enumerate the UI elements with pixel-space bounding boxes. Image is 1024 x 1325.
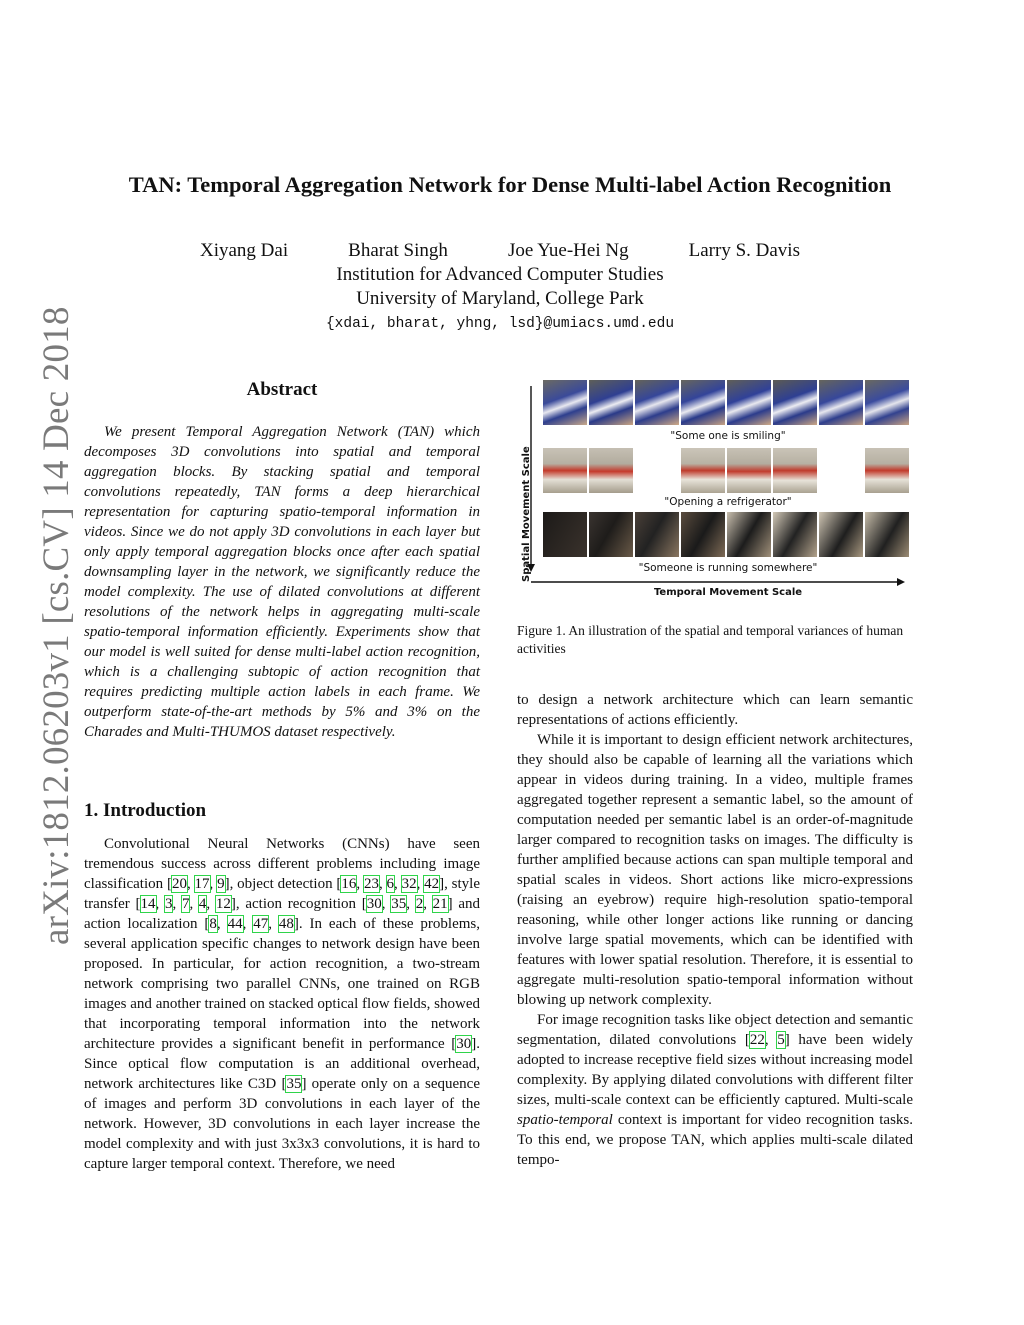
video-frame — [635, 512, 679, 557]
author-name: Joe Yue-Hei Ng — [507, 240, 629, 261]
citation-link[interactable]: 35 — [286, 1076, 302, 1092]
citation-link[interactable]: 30 — [456, 1036, 472, 1052]
video-frame — [589, 448, 633, 493]
citation-link[interactable]: 6 — [386, 876, 394, 892]
citation-link[interactable]: 47 — [253, 916, 269, 932]
citation-link[interactable]: 9 — [217, 876, 225, 892]
row-label: "Opening a refrigerator" — [664, 496, 792, 508]
citation-link[interactable]: 30 — [366, 896, 382, 912]
video-frame — [727, 512, 771, 557]
frame-strip-refrigerator — [543, 448, 913, 493]
row-label: "Someone is running somewhere" — [638, 562, 818, 574]
author-list — [200, 240, 800, 262]
video-frame — [773, 380, 817, 425]
citation-link[interactable]: 8 — [209, 916, 217, 932]
citation-link[interactable]: 32 — [401, 876, 417, 892]
figure-1 — [517, 372, 913, 604]
row-label: "Some one is smiling" — [670, 430, 786, 442]
paper-title: TAN: Temporal Aggregation Network for Dense Multi-label Action Recognition — [128, 172, 892, 197]
video-frame — [819, 380, 863, 425]
citation-link[interactable]: 44 — [227, 916, 243, 932]
video-frame — [635, 448, 679, 493]
citation-link[interactable]: 14 — [140, 896, 156, 912]
citation-link[interactable]: 20 — [171, 876, 187, 892]
frame-strip-running — [543, 512, 913, 557]
video-frame — [773, 512, 817, 557]
abstract-heading: Abstract — [246, 379, 318, 400]
abstract-text: We present Temporal Aggregation Network (TAN) which decomposes 3D convolutions into spatial and temporal aggregation blocks. By stacking spatial and temporal convolutions repeatedly, TAN forms a deep hierarchical representation for capturing spatio-temporal information in videos. Since we do not apply 3D convolutions in each layer but only apply temporal aggregation blocks once after each spatial downsampling layer in the network, we significantly reduce the model complexity. The use of dilated convolutions at different resolutions of the network helps in aggregating multi-scale spatio-temporal information efficiently. Experiments show that our model is well suited for dense multi-label action recognition, which is a challenging subtopic of action recognition that requires predicting multiple action labels in each frame. We outperform state-of-the-art methods by 5% and 3% on the Charades and Multi-THUMOS dataset respectively. — [84, 424, 480, 740]
citation-link[interactable]: 3 — [164, 896, 173, 912]
video-frame — [635, 380, 679, 425]
author-emails: {xdai, bharat, yhng, lsd}@umiacs.umd.edu — [325, 316, 675, 332]
intro-paragraph: Convolutional Neural Networks (CNNs) have seen tremendous success across different problems including image classification [20, 17, 9], object detection [16, 23, 6, 32, 42], style transfer [14, 3, 7, 4, 12], action recognition [30, 35, 2, 21] and action localization [8, 44, 47, 48]. In each of these problems, several application specific changes to network design have been proposed. In particular, for action recognition, a two-stream network comprising two parallel CNNs, one trained on RGB images and another trained on stacked optical flow fields, showed that incorporating temporal information into the network architecture provides a significant benefit in performance [30]. Since optical flow computation is an additional overhead, network architectures like C3D [35] operate only on a sequence of images and perform 3D convolutions in each layer of the network. However, 3D convolutions in each layer increase the model complexity and with just 3x3x3 convolutions, it is hard to capture larger temporal context. Therefore, we need — [84, 836, 481, 1172]
citation-link[interactable]: 16 — [341, 876, 357, 892]
affiliation-line: University of Maryland, College Park — [356, 288, 644, 309]
intro-paragraph: For image recognition tasks like object detection and semantic segmentation, dilated convolutions [22, 5] have been widely adopted to increase receptive field sizes without increasing model complexity. By applying dilated convolutions with different filter sizes, multi-scale context can be efficiently captured. Multi-scale spatio-temporal context is important for video recognition tasks. To this end, we propose TAN, which applies multi-scale dilated tempo- — [517, 1012, 914, 1168]
citation-link[interactable]: 42 — [424, 876, 440, 892]
arxiv-stamp — [8, 306, 77, 945]
arxiv-stamp-text: arXiv:1812.06203v1 [cs.CV] 14 Dec 2018 — [36, 306, 77, 945]
intro-paragraph-continued: to design a network architecture which can learn semantic representations of actions efficiently. — [517, 692, 913, 728]
citation-link[interactable]: 22 — [749, 1032, 765, 1048]
citation-link[interactable]: 5 — [777, 1032, 785, 1048]
y-axis-label: Spatial Movement Scale — [521, 446, 532, 582]
video-frame — [727, 380, 771, 425]
section-heading-introduction: 1. Introduction — [84, 800, 207, 821]
video-frame — [819, 448, 863, 493]
intro-paragraph: While it is important to design efficient network architectures, they should also be capable of learning all the variations which appear in videos during training. In a video, multiple frames aggregated together represent a semantic label, so the amount of computation needed per semantic label is an order-of-magnitude larger compared to recognition tasks on images. The difficulty is further amplified because actions can span multiple temporal and spatial scales in videos. Short actions like micro-expressions (raising an eyebrow) require high-resolution spatio-temporal reasoning, while other longer actions like running or dancing involve large spatial movements, which can be identified with features with lower spatial resolution. Therefore, it is essential to aggregate multi-resolution spatio-temporal information without blowing up network complexity. — [517, 732, 913, 1008]
video-frame — [543, 448, 587, 493]
video-frame — [543, 380, 587, 425]
author-name: Larry S. Davis — [688, 240, 800, 261]
intro-right-column — [517, 690, 913, 1170]
emphasis-text: spatio-temporal — [517, 1112, 613, 1128]
video-frame — [681, 448, 725, 493]
video-frame — [681, 512, 725, 557]
citation-link[interactable]: 48 — [278, 916, 294, 932]
x-axis-label: Temporal Movement Scale — [653, 587, 803, 598]
citation-link[interactable]: 21 — [432, 896, 448, 912]
video-frame — [865, 512, 909, 557]
video-frame — [773, 448, 817, 493]
x-axis-arrow-icon — [897, 578, 905, 586]
author-name: Xiyang Dai — [200, 240, 289, 261]
video-frame — [819, 512, 863, 557]
citation-link[interactable]: 23 — [363, 876, 379, 892]
video-frame — [865, 380, 909, 425]
citation-link[interactable]: 12 — [215, 896, 231, 912]
citation-link[interactable]: 4 — [198, 896, 207, 912]
abstract-body — [84, 422, 480, 742]
video-frame — [589, 512, 633, 557]
affiliation-line: Institution for Advanced Computer Studies — [336, 264, 664, 285]
figure-caption: Figure 1. An illustration of the spatial and temporal variances of human activities — [517, 623, 904, 656]
intro-left-column — [84, 834, 480, 1174]
citation-link[interactable]: 2 — [415, 896, 424, 912]
citation-link[interactable]: 35 — [391, 896, 407, 912]
video-frame — [865, 448, 909, 493]
author-name: Bharat Singh — [348, 240, 448, 261]
video-frame — [589, 380, 633, 425]
citation-link[interactable]: 7 — [181, 896, 190, 912]
video-frame — [681, 380, 725, 425]
frame-strip-smiling — [543, 380, 913, 425]
video-frame — [543, 512, 587, 557]
video-frame — [727, 448, 771, 493]
citation-link[interactable]: 17 — [194, 876, 210, 892]
